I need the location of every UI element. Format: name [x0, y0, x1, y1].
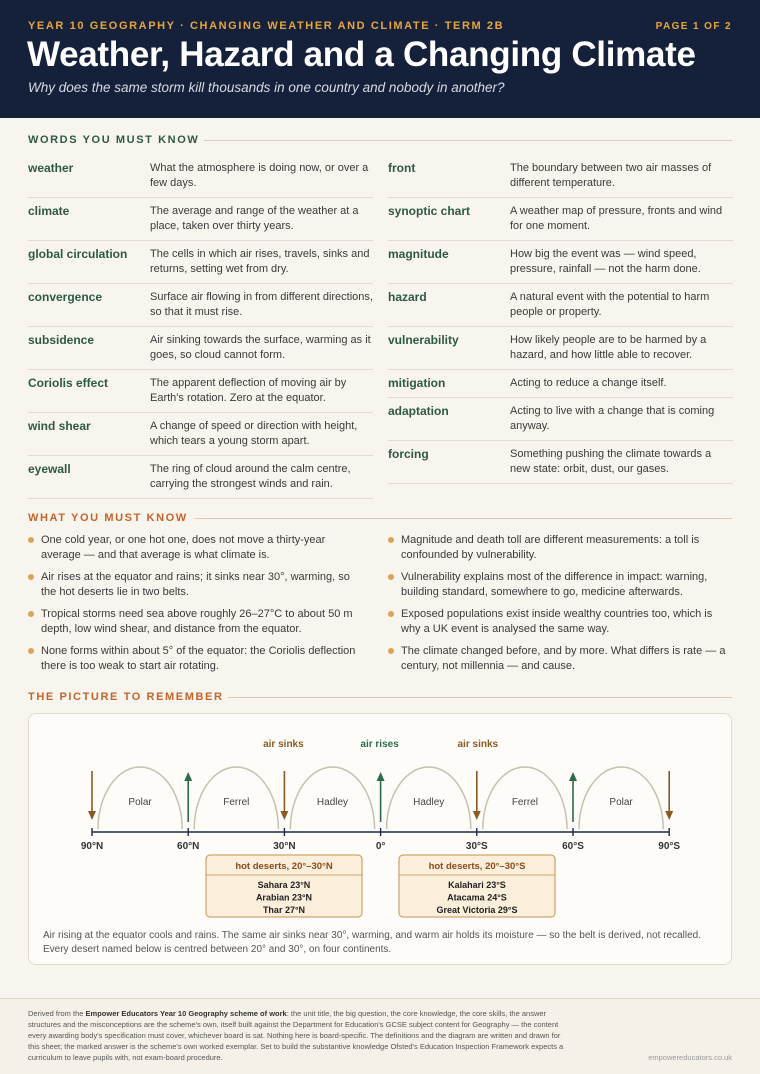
key-fact-item: [388, 570, 732, 600]
arrow-down-icon: [473, 811, 481, 820]
glossary-definition: How likely people are to be harmed by a hazard, and how little able to recover.: [510, 334, 707, 361]
glossary-row: [388, 327, 733, 370]
key-fact-text: Tropical storms need sea above roughly 26–27°C to about 50 m depth, low wind shear, and distance from the equator.: [41, 608, 353, 635]
desert-name: Atacama 24°S: [447, 892, 507, 903]
section-heading-know: WHAT YOU MUST KNOW: [28, 512, 188, 524]
glossary-row: [28, 456, 373, 499]
glossary-term: eyewall: [28, 462, 71, 476]
cell-label: Polar: [128, 797, 152, 808]
glossary-definition: Something pushing the climate towards a new state: orbit, dust, our gases.: [510, 448, 712, 475]
glossary-term: magnitude: [388, 247, 449, 261]
glossary-definition: The average and range of the weather at a place, taken over thirty years.: [150, 205, 359, 232]
cell-label: Polar: [609, 797, 633, 808]
section-divider: [194, 518, 732, 519]
page-footer: [0, 998, 760, 1074]
glossary-term: weather: [28, 161, 74, 175]
glossary-definition: How big the event was — wind speed, pressure, rainfall — not the harm done.: [510, 248, 701, 275]
glossary-row: [28, 241, 373, 284]
glossary-term: hazard: [388, 290, 427, 304]
course-kicker: YEAR 10 GEOGRAPHY · CHANGING WEATHER AND CLIMATE · TERM 2B: [28, 20, 505, 32]
glossary-definition: Surface air flowing in from different directions, so that it must rise.: [150, 291, 373, 318]
glossary-definition: A change of speed or direction with height, which tears a young storm apart.: [150, 420, 358, 447]
cell-label: Hadley: [413, 797, 445, 808]
glossary-row: [28, 413, 373, 456]
section-heading-words: WORDS YOU MUST KNOW: [28, 134, 200, 146]
glossary-row: [388, 198, 733, 241]
glossary-row: [388, 441, 733, 484]
glossary-term: Coriolis effect: [28, 376, 109, 390]
key-fact-item: [388, 644, 732, 674]
latitude-tick-label: 60°N: [177, 841, 200, 852]
glossary-term: wind shear: [28, 419, 91, 433]
circulation-diagram-card: [28, 713, 732, 965]
source-name: Empower Educators Year 10 Geography scheme of work: [85, 1009, 287, 1018]
page-number: PAGE 1 OF 2: [655, 21, 732, 32]
key-fact-text: None forms within about 5° of the equator: the Coriolis deflection there is too weak to start air rotating.: [41, 645, 356, 672]
latitude-tick-label: 90°S: [658, 841, 681, 852]
key-fact-text: Air rises at the equator and rains; it sinks near 30°, warming, so the hot deserts lie in two belts.: [41, 571, 350, 598]
glossary-term: climate: [28, 204, 70, 218]
bullet-icon: [388, 611, 394, 617]
glossary-left-column: [28, 155, 373, 499]
glossary-right-column: [388, 155, 733, 484]
glossary-definition: The boundary between two air masses of different temperature.: [510, 162, 712, 189]
latitude-tick-label: 30°N: [273, 841, 296, 852]
glossary-term: subsidence: [28, 333, 95, 347]
desert-name: Sahara 23°N: [257, 880, 311, 890]
glossary-row: [28, 370, 373, 413]
bullet-icon: [28, 611, 34, 617]
glossary-row: [388, 241, 733, 284]
cell-label: Hadley: [316, 797, 349, 808]
key-facts-right: [388, 533, 732, 681]
latitude-tick-label: 60°S: [562, 841, 584, 852]
key-fact-item: [388, 533, 732, 563]
glossary-definition: What the atmosphere is doing now, or over a few days.: [150, 162, 369, 189]
glossary-row: [28, 284, 373, 327]
glossary-term: convergence: [28, 290, 103, 304]
section-heading-picture: THE PICTURE TO REMEMBER: [28, 691, 224, 703]
publisher-url[interactable]: empowereducators.co.uk: [648, 1053, 732, 1062]
glossary-definition: The cells in which air rises, travels, sinks and returns, setting wet from dry.: [150, 248, 370, 275]
cell-label: Ferrel: [511, 797, 538, 808]
latitude-tick-label: 90°N: [80, 841, 104, 852]
air-motion-label: air sinks: [263, 739, 304, 750]
glossary-row: [28, 198, 373, 241]
glossary-definition: Air sinking towards the surface, warming as it goes, so cloud cannot form.: [150, 334, 371, 361]
bullet-icon: [388, 648, 394, 654]
glossary-row: [388, 284, 733, 327]
glossary-term: mitigation: [388, 376, 446, 390]
section-divider: [228, 697, 732, 698]
bullet-icon: [28, 537, 34, 543]
key-fact-item: [28, 607, 368, 637]
arrow-up-icon: [184, 772, 192, 781]
key-fact-item: [388, 607, 732, 637]
source-note: Derived from the Empower Educators Year 10 Geography scheme of work: the unit title, the big question, the core knowledge, the core skills, the answer structures and the misconceptions are the scheme's own, itself built against the Department for Education's GCSE subject content for Geography — the content every awarding body's specification must cover, whichever board is sat. Nothing here is board-specific. The definitions and the diagram are written and drawn for this sheet; the marked answer is the scheme's own worked exemplar. Set to build the substantive knowledge Ofsted's Education Inspection Framework expects a curriculum to leave pupils with, not exam-board procedure.: [28, 1009, 564, 1062]
key-fact-item: [28, 644, 368, 674]
bullet-icon: [388, 574, 394, 580]
desert-box-title: hot deserts, 20°–30°N: [235, 861, 333, 872]
glossary-term: front: [388, 161, 416, 175]
big-question: Why does the same storm kill thousands in one country and nobody in another?: [28, 80, 505, 95]
arrow-up-icon: [569, 772, 577, 781]
cell-label: Ferrel: [223, 797, 250, 808]
glossary-definition: A natural event with the potential to harm people or property.: [510, 291, 710, 318]
glossary-row: [28, 155, 373, 198]
bullet-icon: [28, 648, 34, 654]
key-fact-item: [28, 570, 368, 600]
key-fact-text: Exposed populations exist inside wealthy countries too, which is why a UK event is analysed the same way.: [401, 608, 713, 635]
page-title: Weather, Hazard and a Changing Climate: [27, 35, 696, 74]
desert-name: Arabian 23°N: [255, 892, 313, 903]
arrow-down-icon: [88, 811, 96, 820]
arrow-down-icon: [665, 811, 673, 820]
glossary-row: [388, 398, 733, 441]
bullet-icon: [28, 574, 34, 580]
page-header: [0, 0, 760, 118]
glossary-definition: Acting to reduce a change itself.: [510, 377, 667, 389]
circulation-diagram: [29, 714, 733, 924]
glossary-definition: Acting to live with a change that is coming anyway.: [510, 405, 715, 432]
glossary-row: [388, 370, 733, 398]
glossary-term: global circulation: [28, 247, 128, 261]
key-facts-left: [28, 533, 368, 681]
glossary-definition: A weather map of pressure, fronts and wind for one moment.: [510, 205, 723, 232]
latitude-tick-label: 30°S: [465, 841, 488, 852]
arrow-up-icon: [377, 772, 385, 781]
latitude-tick-label: 0°: [375, 841, 386, 852]
key-fact-item: [28, 533, 368, 563]
air-motion-label: air rises: [360, 739, 399, 750]
glossary-row: [388, 155, 733, 198]
glossary-term: forcing: [388, 447, 429, 461]
desert-name: Thar 27°N: [262, 905, 306, 915]
glossary-term: vulnerability: [388, 333, 459, 347]
key-fact-text: The climate changed before, and by more. What differs is rate — a century, not millennia — and cause.: [401, 645, 726, 672]
arrow-down-icon: [280, 811, 288, 820]
desert-name: Great Victoria 29°S: [436, 905, 518, 915]
glossary-term: adaptation: [388, 404, 449, 418]
glossary-definition: The apparent deflection of moving air by Earth's rotation. Zero at the equator.: [150, 377, 347, 404]
desert-name: Kalahari 23°S: [448, 880, 506, 890]
glossary-term: synoptic chart: [388, 204, 471, 218]
section-divider: [204, 140, 732, 141]
glossary-definition: The ring of cloud around the calm centre, carrying the strongest winds and rain.: [150, 463, 351, 490]
desert-box-title: hot deserts, 20°–30°S: [428, 861, 526, 872]
diagram-caption: Air rising at the equator cools and rains. The same air sinks near 30°, warming, and warm air holds its moisture — so the belt is derived, not recalled. Every desert named below is centred between 20° and 30°, on four continents.: [43, 930, 702, 955]
bullet-icon: [388, 537, 394, 543]
glossary-row: [28, 327, 373, 370]
air-motion-label: air sinks: [457, 739, 499, 750]
key-fact-text: Magnitude and death toll are different measurements: a toll is confounded by vulnerability.: [401, 534, 700, 561]
key-fact-text: One cold year, or one hot one, does not move a thirty-year average — and that average is what climate is.: [41, 534, 326, 561]
key-fact-text: Vulnerability explains most of the difference in impact: warning, building standard, somewhere to go, medicine afterwards.: [401, 571, 708, 598]
